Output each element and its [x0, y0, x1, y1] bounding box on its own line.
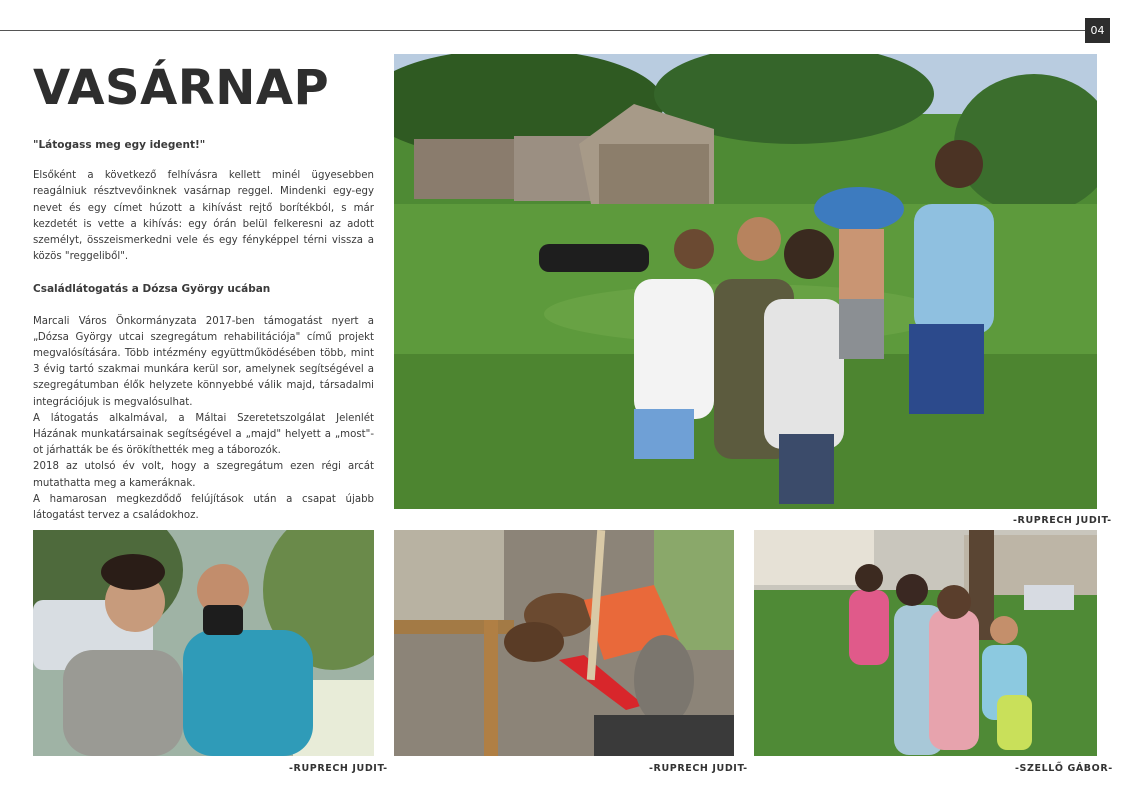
- top-rule: [0, 30, 1085, 31]
- page-number-badge: 04: [1085, 18, 1110, 43]
- photo-credit: -RUPRECH JUDIT-: [1013, 515, 1112, 526]
- main-photo: [394, 54, 1097, 509]
- bottom-middle-photo: [394, 530, 734, 756]
- photo-credit: -SZELLŐ GÁBOR-: [1015, 763, 1113, 774]
- page-title: VASÁRNAP: [33, 60, 330, 116]
- photo-credit: -RUPRECH JUDIT-: [649, 763, 748, 774]
- body-paragraph: A hamarosan megkezdődő felújítások után a csapat újabb látogatást tervez a családokhoz.: [33, 493, 374, 522]
- article-text: [33, 137, 374, 524]
- body-paragraph: Marcali Város Önkormányzata 2017-ben támogatást nyert a „Dózsa György utcai szegregátum rehabilitációja" című projekt megvalósítására. Több intézmény együttműködésében több, mint 3 évig tartó szakmai munkára kerül sor, amelynek segítségével a szegregátumban élők helyzete könnyebbé válik majd, társadalmi integrációjuk is megvalósulhat.: [33, 315, 374, 408]
- bottom-left-photo: [33, 530, 374, 756]
- photo-credit: -RUPRECH JUDIT-: [289, 763, 388, 774]
- quote-heading: "Látogass meg egy idegent!": [33, 139, 206, 151]
- section-subheading: Családlátogatás a Dózsa György ucában: [33, 283, 271, 296]
- intro-paragraph: Elsőként a következő felhívásra kellett minél ügyesebben reagálniuk résztvevőinknek vasárnap reggel. Mindenki egy-egy nevet és egy címet húzott a kihívást rejtő borítékból, s már kezdetét is vette a kihívás: egy órán belül felkeresni az adott személyt, összeismerkedni vele és egy fényképpel térni vissza a közös "reggeliből".: [33, 170, 374, 263]
- body-paragraph: A látogatás alkalmával, a Máltai Szeretetszolgálat Jelenlét Házának munkatársainak segítségével a „majd" helyett a „most"-ot járhatták be és örökíthették meg a táborozók.: [33, 412, 374, 457]
- body-paragraph: 2018 az utolsó év volt, hogy a szegregátum ezen régi arcát mutathatta meg a kameráknak.: [33, 461, 374, 489]
- bottom-right-photo: [754, 530, 1097, 756]
